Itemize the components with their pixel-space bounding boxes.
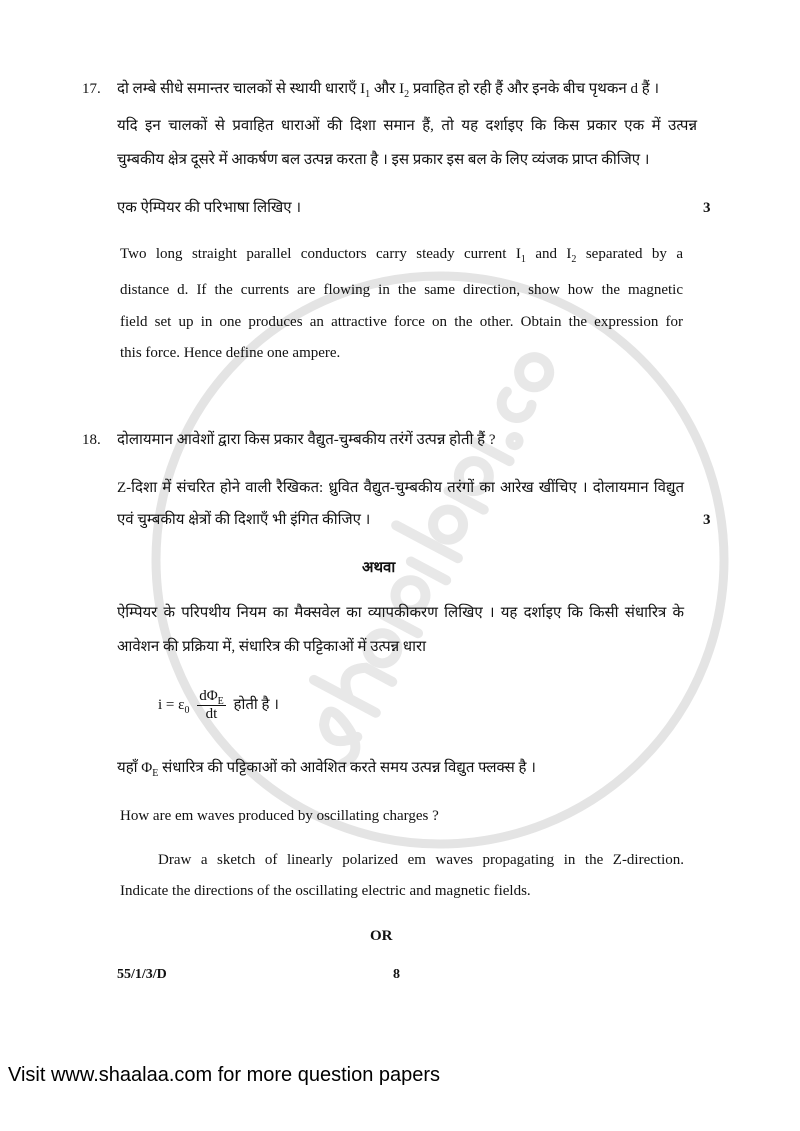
q17-hindi-line-3: चुम्बकीय क्षेत्र दूसरे में आकर्षण बल उत्पन्न करता है । इस प्रकार इस बल के लिए व्यंजक प्राप्त कीजिए ।: [117, 152, 650, 168]
q18-english-line-1: How are em waves produced by oscillating charges ?: [120, 808, 439, 824]
q18-alt-line-1: ऐम्पियर के परिपथीय नियम का मैक्सवेल का व्यापकीकरण लिखिए । यह दर्शाइए कि किसी संधारित्र के: [117, 605, 684, 621]
q18-hindi-line-3: एवं चुम्बकीय क्षेत्रों की दिशाएँ भी इंगित कीजिए ।: [117, 512, 371, 528]
promo-banner[interactable]: Visit www.shaalaa.com for more question papers: [8, 1064, 441, 1086]
or-english: OR: [370, 928, 393, 944]
phi-line: यहाँ $\Phi_E$ संधारित्र की पट्टिकाओं को आवेशित करते समय उत्पन्न विद्युत फ्लक्स है ।: [117, 760, 536, 779]
q18-hindi-line-1: दोलायमान आवेशों द्वारा किस प्रकार वैद्युत-चुम्बकीय तरंगें उत्पन्न होती हैं ?: [117, 432, 496, 448]
q17-english-line-4: this force. Hence define one ampere.: [120, 345, 341, 361]
or-hindi: अथवा: [362, 560, 396, 576]
question-number: 18.: [82, 432, 101, 448]
q18-alt-line-2: आवेशन की प्रक्रिया में, संधारित्र की पट्टिकाओं में उत्पन्न धारा: [117, 639, 427, 655]
page-number: 8: [393, 967, 400, 982]
q17-english-line-2: distance d. If the currents are flowing in the same direction, show how the magnetic: [120, 282, 683, 298]
q17-hindi-line-2: यदि इन चालकों से प्रवाहित धाराओं की दिशा समान हैं, तो यह दर्शाइए कि किस प्रकार एक में उत्पन्न: [117, 118, 697, 134]
question-number: 17.: [82, 81, 101, 97]
q18-english-line-3: Indicate the directions of the oscillating electric and magnetic fields.: [120, 883, 531, 899]
q17-hindi-line-1: दो लम्बे सीधे समान्तर चालकों से स्थायी धाराएँ $I_1$ और $I_2$ प्रवाहित हो रही हैं और इनके बीच पृथकन d हैं ।: [117, 81, 660, 100]
paper-code: 55/1/3/D: [117, 967, 167, 982]
q17-hindi-line-4: एक ऐम्पियर की परिभाषा लिखिए ।: [117, 200, 302, 216]
marks: 3: [703, 512, 711, 528]
q17-english-line-3: field set up in one produces an attractive force on the other. Obtain the expression for: [120, 314, 683, 330]
q17-english-line-1: Two long straight parallel conductors carry steady current $I_1$ and $I_2$ separated by a: [120, 246, 683, 265]
formula: $i = \varepsilon_0$ $\frac{d\Phi_E}{dt}$ होती है ।: [158, 688, 279, 722]
q18-english-line-2: Draw a sketch of linearly polarized em waves propagating in the Z-direction.: [158, 852, 684, 868]
q18-hindi-line-2: Z-दिशा में संचरित होने वाली रैखिकत: ध्रुवित वैद्युत-चुम्बकीय तरंगों का आरेख खींचिए । दोलायमान विद्युत: [117, 480, 684, 496]
marks: 3: [703, 200, 711, 216]
